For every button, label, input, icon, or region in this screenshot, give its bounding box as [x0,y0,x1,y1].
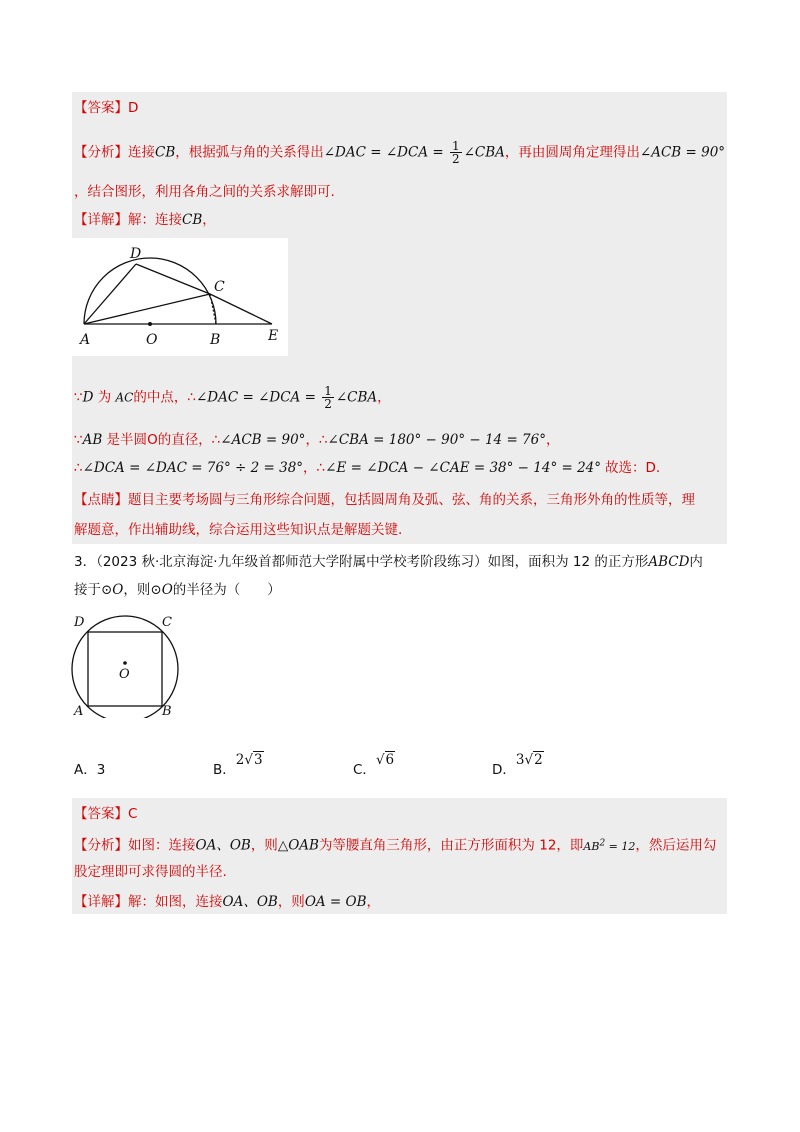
question-number: 3． [74,554,97,570]
answer-label: 【答案】 [74,806,128,822]
q3-analysis-line2: 股定理即可求得圆的半径. [74,864,227,880]
answer-value: C [128,806,138,822]
label-d: D [130,246,142,262]
analysis-text: ，根据弧与角的关系得出 [175,144,324,161]
q3-detail-line [74,892,380,912]
math-equation: ∠CBA [463,144,505,161]
math-triangle: △OAB [277,837,319,854]
because-symbol: ∵ [74,432,83,448]
analysis-text: ，则 [250,837,278,854]
question-text: 的半径为（ ） [172,582,281,598]
question-text: （2023 秋·北京海淀·九年级首都师范大学附属中学校考阶段练习）如图，面积为 12 的正方形 [96,554,649,570]
math-equation: ∠DCA = ∠DAC = 76° ÷ 2 = 38° [82,460,304,476]
step-text: 为 [93,389,116,406]
option-coef: 2 [235,752,245,768]
option-c[interactable]: C．√6 [353,752,395,778]
math-equation: ∠ACB = 90° [220,432,306,448]
detail-label: 【详解】 [74,212,128,228]
analysis-label: 【分析】 [74,837,128,854]
math-circle-o: ⊙O [101,582,124,598]
therefore-symbol: ∴ [187,389,196,406]
step-text: ， [305,432,319,448]
option-letter: B． [213,762,236,778]
math-equation: ∠DAC = ∠DCA = [323,144,448,161]
math-d: D [82,389,94,406]
answer-value: D [128,100,139,116]
detail-text: ， [366,894,381,910]
fraction-half: $\frac{1}{2}$ [324,384,332,411]
math-abcd: ABCD [648,554,690,570]
q3-stem-line1 [74,552,703,572]
option-d[interactable]: D．3√2 [492,752,543,778]
therefore-symbol: ∴ [318,432,328,448]
question-text: 接于 [74,582,101,598]
option-radicand: 6 [385,752,395,768]
q2-detail-line [74,210,216,230]
q2-answer-line [74,98,138,118]
step-text: 故选：D. [605,460,661,476]
math-equation: ∠CBA = 180° − 90° − 14 = 76° [327,432,546,448]
q2-step2 [74,430,559,450]
math-arc-ac: AC [115,390,134,405]
q2-step3 [74,458,660,478]
math-o: O [147,432,158,448]
q3-stem-line2 [74,580,281,600]
detail-text: ，则 [277,894,305,910]
math-equation: = 12 [605,839,636,853]
option-letter: C． [353,762,376,778]
step-text: 是半圆 [102,432,148,448]
math-ab: AB [583,839,600,853]
option-letter: A． [74,762,97,778]
option-radicand: 2 [534,752,543,768]
step-text: ， [303,460,317,476]
analysis-text: 连接 [128,144,155,161]
fraction-half: $\frac{1}{2}$ [451,139,460,166]
analysis-text: 为等腰直角三角形，由正方形面积为 12，即 [318,837,584,854]
math-cb: CB [182,212,203,228]
label-e: E [268,328,279,344]
therefore-symbol: ∴ [211,432,221,448]
math-cb: CB [155,144,176,161]
step-text: ， [545,432,560,448]
step-text: 的直径， [157,432,212,448]
because-symbol: ∵ [74,389,83,406]
math-circle-o: ⊙O [150,582,173,598]
label-a: A [80,332,91,348]
comment-label: 【点睛】 [74,492,128,508]
step-text: 的中点， [133,389,188,406]
option-value: 3 [96,762,106,778]
label-d: D [74,615,85,630]
detail-text: ， [202,212,216,228]
math-superscript: 2 [599,838,606,848]
option-coef: 3 [515,752,525,768]
therefore-symbol: ∴ [316,460,326,476]
label-b: B [210,332,221,348]
q2-comment-line2: 解题意，作出辅助线，综合运用这些知识点是解题关键. [74,522,403,538]
comment-text: 题目主要考场圆与三角形综合问题，包括圆周角及弧、弦、角的关系，三角形外角的性质等，理 [128,492,695,508]
option-letter: D． [492,762,516,778]
q2-comment-line1 [74,490,695,510]
label-a: A [74,704,84,718]
label-b: B [162,704,172,718]
detail-text: 解：连接 [128,212,182,228]
question-text: 内 [689,554,703,570]
math-oa-ob: OA、OB [195,837,251,854]
q2-semicircle-figure [72,238,288,356]
question-text: ，则 [123,582,151,598]
option-a[interactable] [74,758,105,778]
math-equation: ∠ACB = 90° [639,144,726,161]
math-equation: ∠CBA [335,389,378,406]
math-equation: OA = OB [304,894,367,910]
math-oa-ob: OA、OB [222,894,278,910]
math-equation: ∠DAC = ∠DCA = [195,389,321,406]
option-radicand: 3 [253,752,263,768]
math-ab: AB [82,432,103,448]
analysis-text: 如图：连接 [128,837,196,854]
analysis-text: ，再由圆周角定理得出 [504,144,640,161]
q3-inscribed-square-figure [70,612,190,718]
detail-label: 【详解】 [74,894,128,910]
analysis-text: ，然后运用勾 [635,837,717,854]
q3-analysis-line [74,833,716,857]
q2-analysis-line2: ，结合图形，利用各角之间的关系求解即可. [74,184,335,200]
label-c: C [162,615,172,630]
answer-label: 【答案】 [74,100,128,116]
therefore-symbol: ∴ [74,460,83,476]
inscribed-square-diagram [70,612,190,718]
option-b[interactable]: B．2√3 [213,752,263,778]
q2-analysis-line [74,140,725,165]
step-text: ， [377,389,391,406]
analysis-label: 【分析】 [74,144,128,161]
math-equation: ∠E = ∠DCA − ∠CAE = 38° − 14° = 24° [325,460,602,476]
semicircle-diagram [72,238,288,356]
q3-answer-line [74,804,137,824]
detail-text: 解：如图，连接 [128,894,223,910]
label-c: C [214,279,225,295]
label-o: O [146,332,158,348]
label-o: O [119,667,130,682]
q2-step1 [74,385,391,410]
